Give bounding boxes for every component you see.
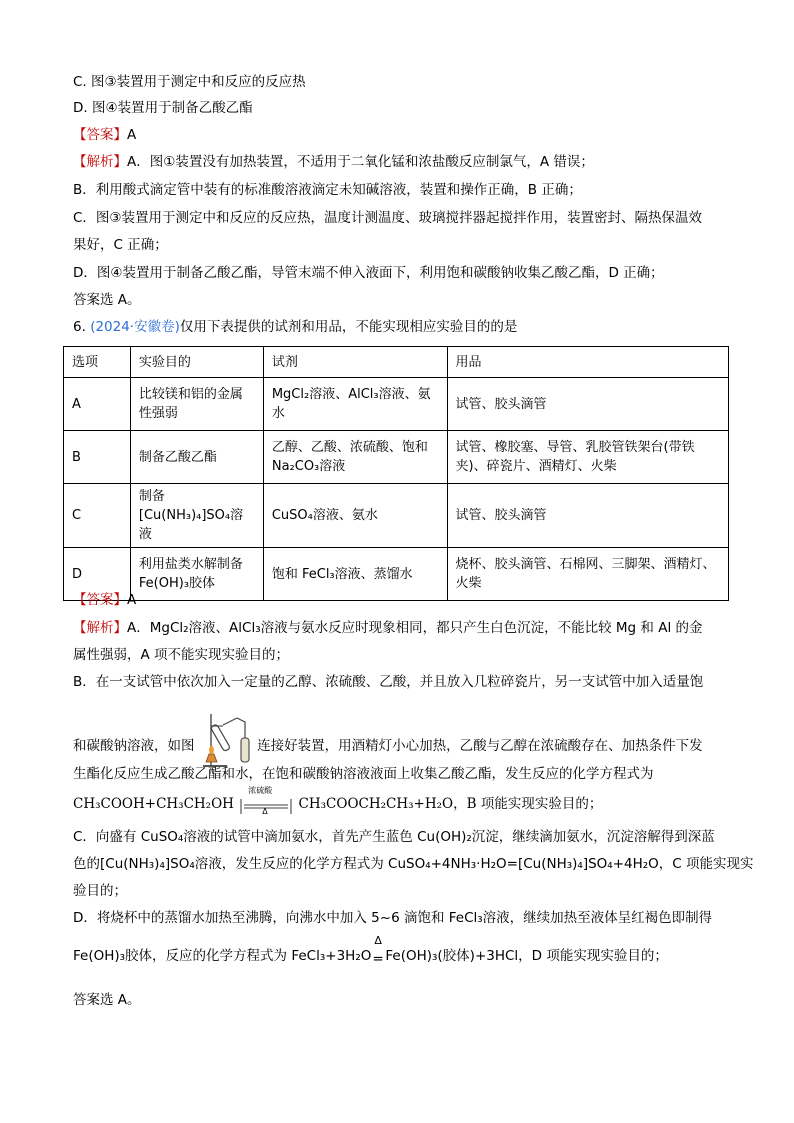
row-goal: 利用盐类水解制备Fe(OH)₃胶体 [130, 548, 263, 601]
options-table [63, 346, 729, 601]
row-tools: 试管、胶头滴管 [447, 484, 728, 548]
analysis2-b-text-3: 生酯化反应生成乙酸乙酯和水，在饱和碳酸钠溶液液面上收集乙酸乙酯，发生反应的化学方程式为 [73, 766, 654, 782]
row-tools: 试管、胶头滴管 [447, 378, 728, 431]
row-option: A [64, 378, 131, 431]
option-d-text: D. 图④装置用于制备乙酸乙酯 [73, 100, 253, 116]
analysis-c-text-1: C．图③装置用于测定中和反应的反应热，温度计测温度、玻璃搅拌器起搅拌作用，装置密封、隔热保温效 [73, 210, 703, 226]
equation-reactants: CH₃COOH+CH₃CH₂OH [73, 796, 234, 812]
answer-value: A [127, 127, 137, 143]
analysis-a-text: A．图①装置没有加热装置，不适用于二氧化锰和浓盐酸反应制氯气，A 错误； [127, 154, 594, 170]
analysis-d-text: D．图④装置用于制备乙酸乙酯，导管末端不伸入液面下，利用饱和碳酸钠收集乙酸乙酯，D 正确； [73, 265, 664, 281]
table-row [64, 548, 729, 601]
answer2-value: A [127, 592, 137, 608]
analysis2-c-text-1: C．向盛有 CuSO₄溶液的试管中滴加氨水，首先产生蓝色 Cu(OH)₂沉淀，继续滴加氨水，沉淀溶解得到深蓝 [73, 829, 715, 845]
row-reagent: 乙醇、乙酸、浓硫酸、饱和Na₂CO₃溶液 [263, 431, 447, 484]
hydrolysis-equation [73, 934, 668, 967]
analysis2-tag: 【解析】 [73, 620, 127, 636]
analysis-b-text: B．利用酸式滴定管中装有的标准酸溶液滴定未知碱溶液，装置和操作正确，B 正确； [73, 182, 582, 198]
row-goal: 比较镁和铝的金属性强弱 [130, 378, 263, 431]
condition-heat: Δ [262, 807, 268, 816]
table-header: 实验目的 [130, 347, 263, 378]
analysis2-b-text-2b: 连接好装置，用酒精灯小心加热，乙酸与乙醇在浓硫酸存在、加热条件下发 [257, 738, 703, 754]
row-reagent: CuSO₄溶液、氨水 [263, 484, 447, 548]
ester-apparatus-figure [199, 712, 253, 768]
table-header: 用品 [447, 347, 728, 378]
row-reagent: MgCl₂溶液、AlCl₃溶液、氨水 [263, 378, 447, 431]
table-header: 选项 [64, 347, 131, 378]
heat-symbol: Δ [374, 934, 382, 947]
row-reagent: 饱和 FeCl₃溶液、蒸馏水 [263, 548, 447, 601]
equation-products: CH₃COOCH₂CH₃+H₂O，B 项能实现实验目的； [298, 796, 603, 812]
analysis-c-text-2: 果好，C 正确； [73, 237, 168, 253]
analysis2-a-text-1: A．MgCl₂溶液、AlCl₃溶液与氨水反应时现象相同，都只产生白色沉淀，不能比较 Mg 和 Al 的金 [127, 620, 703, 636]
question-6-stem [73, 317, 517, 337]
final-answer-text: 答案选 A。 [73, 992, 141, 1008]
esterification-equation [73, 786, 603, 816]
answer2-line [73, 590, 136, 610]
analysis2-d-text-2a: Fe(OH)₃胶体，反应的化学方程式为 FeCl₃+3H₂O [73, 948, 372, 964]
row-tools: 烧杯、胶头滴管、石棉网、三脚架、酒精灯、火柴 [447, 548, 728, 601]
table-header: 试剂 [263, 347, 447, 378]
row-option: B [64, 431, 131, 484]
answer-tag: 【答案】 [73, 127, 127, 143]
option-c-text: C. 图③装置用于测定中和反应的反应热 [73, 74, 306, 90]
answer-line [73, 125, 136, 145]
table-row [64, 431, 729, 484]
analysis2-d-text-1: D．将烧杯中的蒸馏水加热至沸腾，向沸水中加入 5~6 滴饱和 FeCl₃溶液，继续加热至液体呈红褐色即制得 [73, 910, 713, 926]
question-text: 仅用下表提供的试剂和用品，不能实现相应实验目的的是 [179, 319, 518, 335]
heat-equals-icon: Δ = [372, 934, 384, 967]
analysis2-c-text-3: 验目的； [73, 883, 127, 899]
analysis2-b-text-1: B．在一支试管中依次加入一定量的乙醇、浓硫酸、乙酸，并且放入几粒碎瓷片，另一支试管中加入适量饱 [73, 674, 704, 690]
analysis2-c-text-2: 色的[Cu(NH₃)₄]SO₄溶液，发生反应的化学方程式为 CuSO₄+4NH₃·H₂O=[Cu(NH₃)₄]SO₄+4H₂O，C 项能实现实 [73, 856, 754, 872]
reversible-arrow-icon [238, 786, 294, 816]
row-goal: 制备[Cu(NH₃)₄]SO₄溶液 [130, 484, 263, 548]
table-header-row [64, 347, 729, 378]
condition-catalyst: 浓硫酸 [248, 786, 273, 795]
analysis2-a-text-2: 属性强弱，A 项不能实现实验目的； [73, 647, 290, 663]
question-number: 6. [73, 319, 86, 335]
answer2-tag: 【答案】 [73, 592, 127, 608]
row-goal: 制备乙酸乙酯 [130, 431, 263, 484]
table-row [64, 378, 729, 431]
analysis2-a-line-1 [73, 618, 702, 638]
table-row [64, 484, 729, 548]
ester-apparatus-icon [199, 712, 253, 768]
analysis2-b-text-2a: 和碳酸钠溶液，如图 [73, 738, 195, 754]
answer-choose-text: 答案选 A。 [73, 292, 141, 308]
row-option: D [64, 548, 131, 601]
question-source: (2024·安徽卷) [90, 319, 180, 335]
row-tools: 试管、橡胶塞、导管、乳胶管铁架台(带铁夹)、碎瓷片、酒精灯、火柴 [447, 431, 728, 484]
analysis2-d-text-2b: Fe(OH)₃(胶体)+3HCl，D 项能实现实验目的； [385, 948, 668, 964]
analysis-tag: 【解析】 [73, 154, 127, 170]
analysis-a-line [73, 152, 594, 172]
row-option: C [64, 484, 131, 548]
